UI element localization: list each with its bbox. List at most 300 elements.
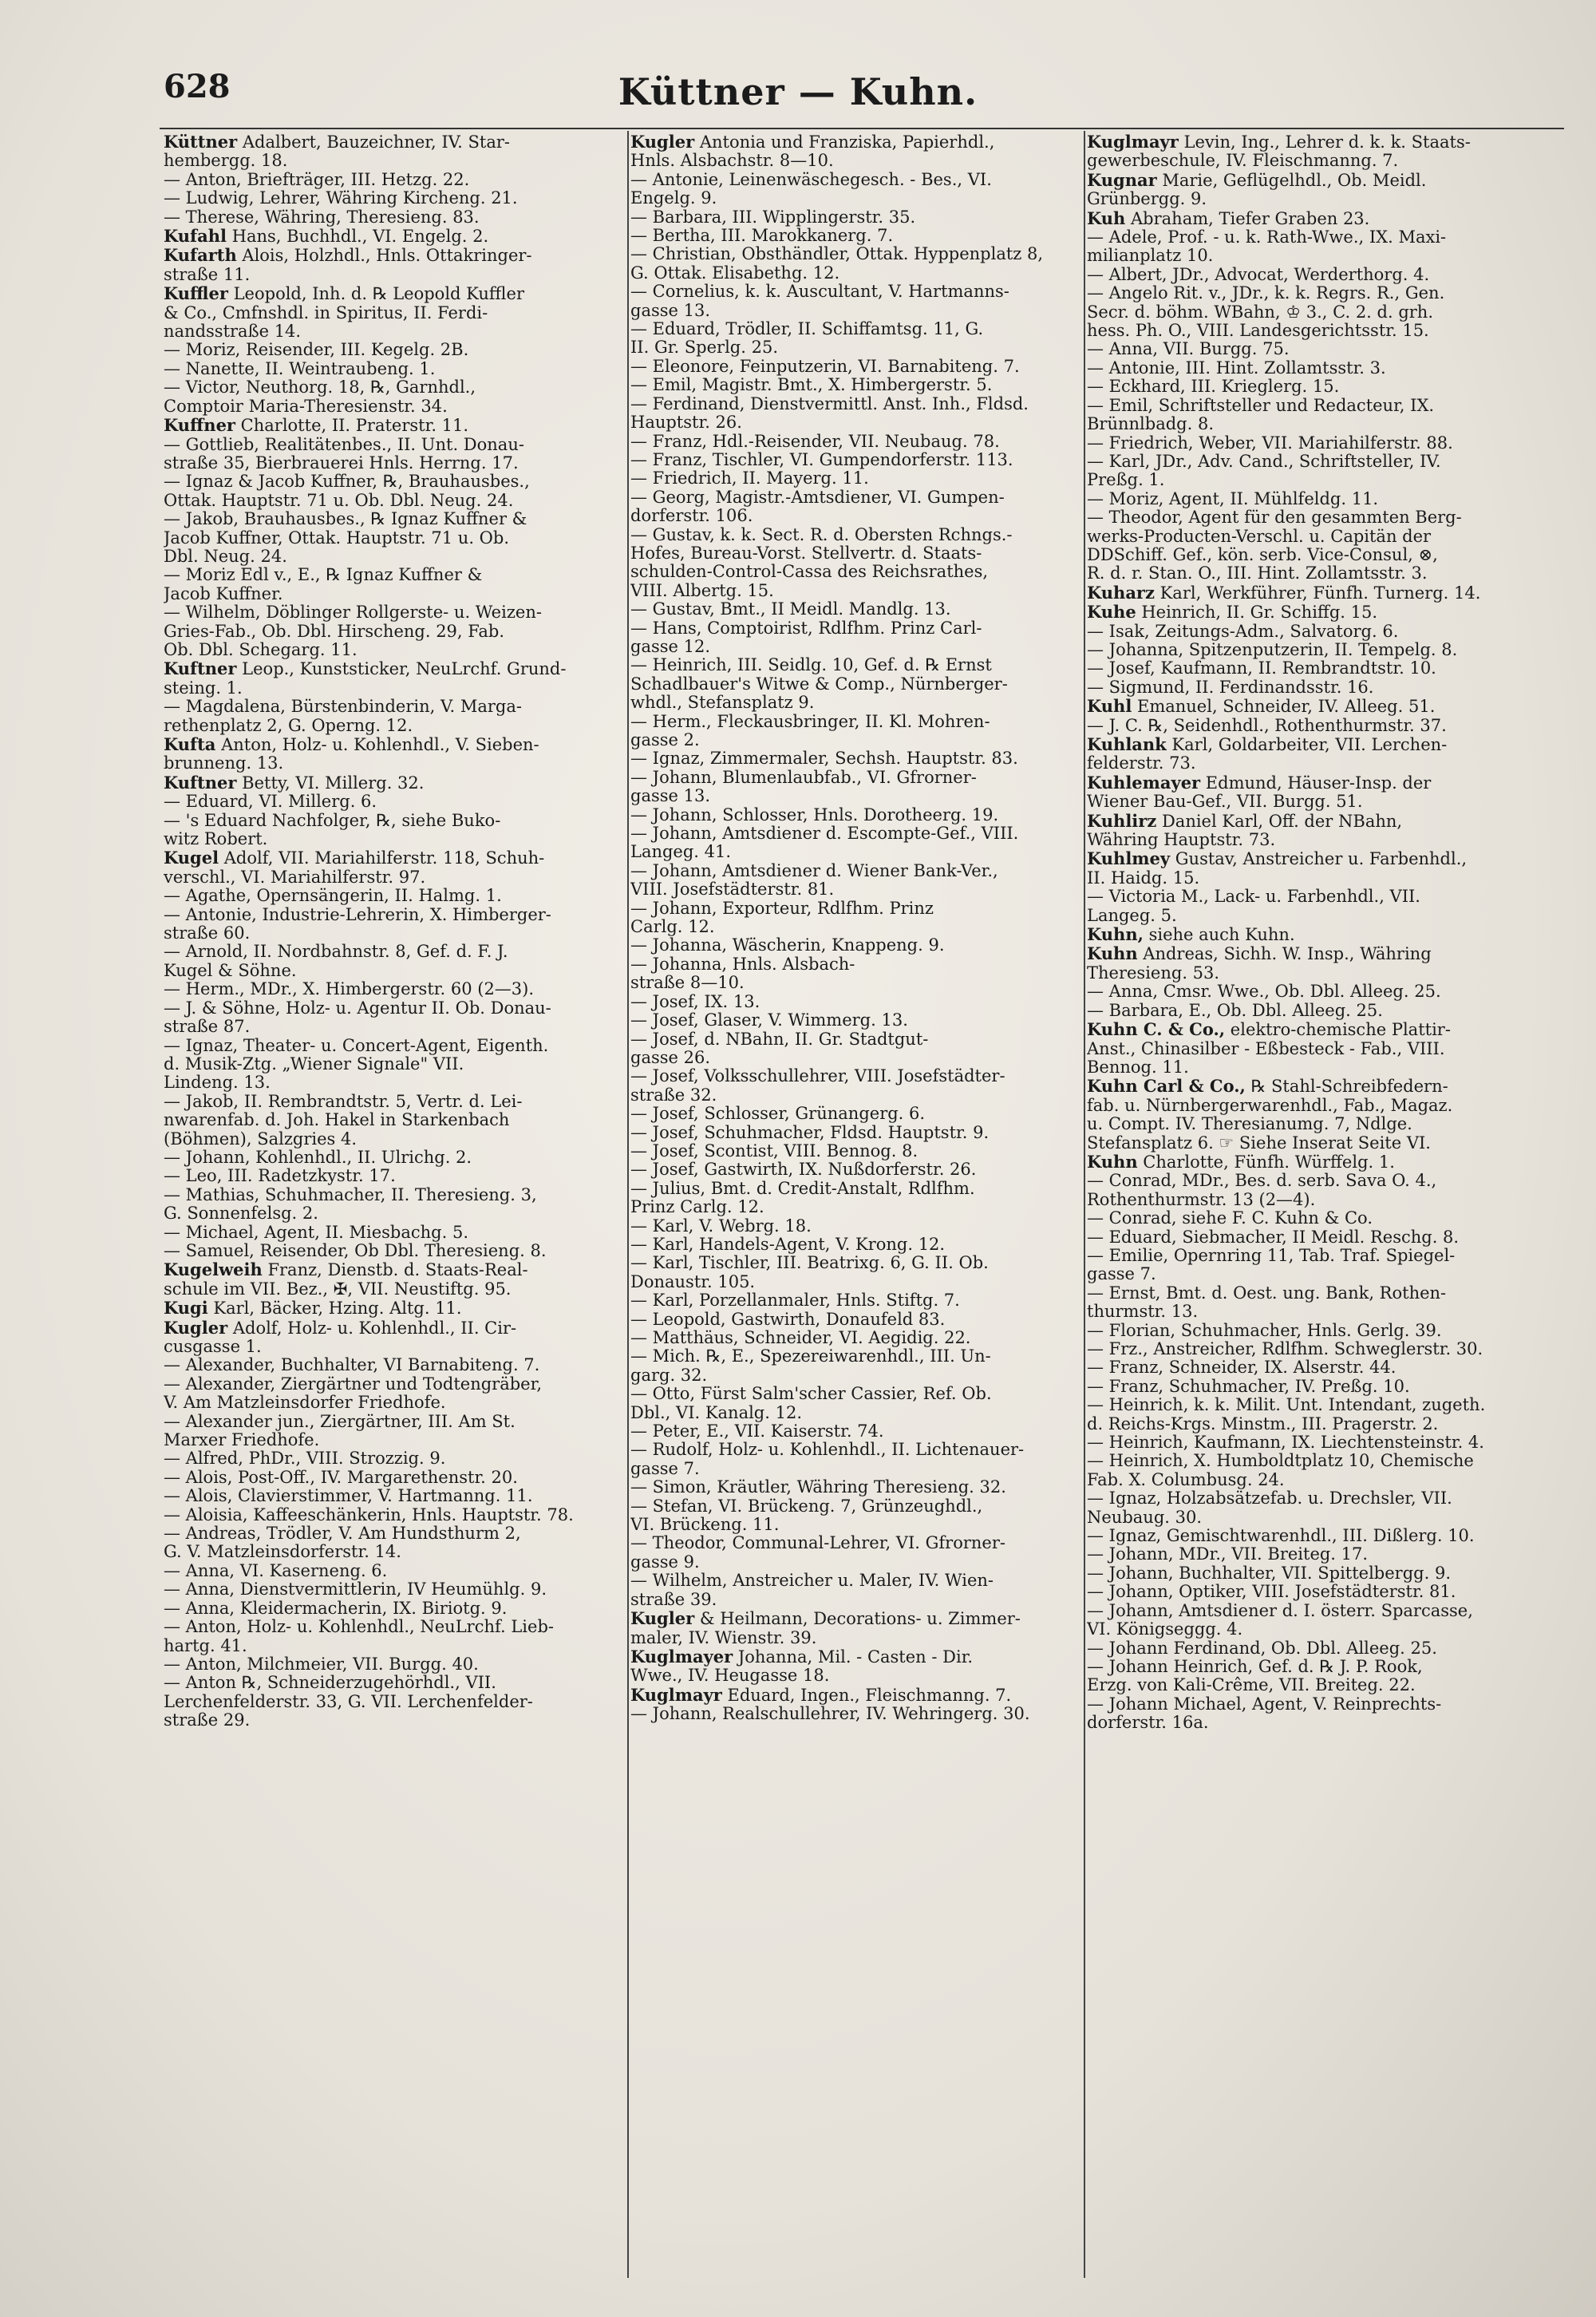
entry-text: Neubaug. 30.: [1087, 1508, 1203, 1527]
directory-line: [164, 585, 626, 603]
directory-line: [164, 848, 626, 868]
entry-text: d. Musik-Ztg. „Wiener Signale" VII.: [164, 1054, 464, 1073]
directory-line: [1087, 303, 1546, 322]
entry-text: — Gottlieb, Realitätenbes., II. Unt. Donau-: [164, 435, 524, 454]
directory-line: [1087, 907, 1546, 925]
entry-text: — Conrad, MDr., Bes. d. serb. Sava O. 4.,: [1087, 1172, 1437, 1191]
directory-line: [1087, 1639, 1546, 1658]
directory-line: [630, 227, 1085, 245]
directory-line: [630, 769, 1085, 787]
entry-text: Wiener Bau-Gef., VII. Burgg. 51.: [1087, 793, 1363, 812]
entry-text: Ob. Dbl. Schegarg. 11.: [164, 640, 358, 659]
directory-line: [164, 1037, 626, 1055]
entry-surname: Kuhn: [1087, 1152, 1138, 1172]
entry-text: — Eduard, Siebmacher, II Meidl. Reschg. 8.: [1087, 1228, 1460, 1247]
directory-line: [1087, 266, 1546, 284]
entry-text: — Wilhelm, Anstreicher u. Maler, IV. Wien-: [630, 1572, 994, 1591]
entry-text: II. Gr. Sperlg. 25.: [630, 338, 779, 358]
directory-line: [630, 713, 1085, 731]
entry-text: — Anna, VII. Burgg. 75.: [1087, 340, 1290, 359]
directory-line: [1087, 1620, 1546, 1639]
entry-text: Grünbergg. 9.: [1087, 190, 1207, 209]
directory-line: [1087, 831, 1546, 849]
directory-line: [164, 1469, 626, 1487]
directory-line: [1087, 717, 1546, 735]
entry-text: — Heinrich, Kaufmann, IX. Liechtensteinstr. 4.: [1087, 1433, 1484, 1453]
entry-text: — Peter, E., VII. Kaiserstr. 74.: [630, 1422, 884, 1441]
entry-text: gasse 7.: [630, 1459, 700, 1478]
directory-line: [164, 1130, 626, 1149]
entry-text: — Franz, Hdl.-Reisender, VII. Neubaug. 78.: [630, 432, 1000, 451]
entry-text: — Franz, Schneider, IX. Alserstr. 44.: [1087, 1358, 1396, 1378]
directory-line: [630, 731, 1085, 749]
entry-text: straße 32.: [630, 1085, 717, 1105]
entry-surname: Küttner: [164, 132, 238, 152]
directory-line: [630, 245, 1085, 263]
entry-text: Langeg. 41.: [630, 843, 732, 862]
directory-line: [630, 132, 1085, 152]
entry-text: — Moriz, Agent, II. Mühlfeldg. 11.: [1087, 489, 1379, 508]
directory-line: [164, 341, 626, 359]
entry-text: Marie, Geflügelhdl., Ob. Meidl.: [1156, 170, 1427, 190]
entry-surname: Kuhlank: [1087, 735, 1167, 754]
directory-line: [164, 603, 626, 622]
entry-surname: Kuhlemayer: [1087, 773, 1201, 793]
directory-line: [164, 1375, 626, 1394]
directory-line: [630, 1404, 1085, 1422]
entry-text: straße 39.: [630, 1590, 717, 1609]
directory-line: [630, 1591, 1085, 1609]
entry-text: — Rudolf, Holz- u. Kohlenhdl., II. Lichtenauer-: [630, 1441, 1025, 1460]
entry-text: verschl., VI. Mariahilferstr. 97.: [164, 868, 426, 887]
directory-line: [164, 492, 626, 510]
directory-line: [164, 1524, 626, 1543]
directory-line: [630, 1667, 1085, 1685]
entry-text: Leopold, Inh. d. ℞ Leopold Kuffler: [227, 284, 525, 304]
entry-text: & Co., Cmfnshdl. in Spiritus, II. Ferdi-: [164, 303, 488, 322]
entry-text: gasse 7.: [1087, 1265, 1156, 1284]
entry-text: — Heinrich, X. Humboldtplatz 10, Chemische: [1087, 1452, 1474, 1471]
directory-line: [1087, 1153, 1546, 1172]
directory-line: [630, 1497, 1085, 1516]
entry-text: — Leopold, Gastwirth, Donaufeld 83.: [630, 1310, 946, 1329]
entry-text: felderstr. 73.: [1087, 754, 1196, 773]
directory-line: [164, 454, 626, 472]
directory-line: [164, 171, 626, 189]
entry-text: — Alois, Clavierstimmer, V. Hartmanng. 11.: [164, 1487, 533, 1506]
entry-text: — Anna, Dienstvermittlerin, IV Heumühlg. 9.: [164, 1580, 547, 1599]
entry-text: maler, IV. Wienstr. 39.: [630, 1628, 817, 1647]
entry-text: — Simon, Kräutler, Währing Theresieng. 32.: [630, 1478, 1006, 1497]
directory-line: [630, 1236, 1085, 1254]
directory-line: [630, 1273, 1085, 1291]
entry-text: Fab. X. Columbusg. 24.: [1087, 1470, 1285, 1489]
directory-column-3: [1087, 132, 1546, 2295]
directory-line: [1087, 190, 1546, 208]
directory-line: [630, 544, 1085, 563]
directory-line: [164, 1674, 626, 1692]
entry-text: Adolf, VII. Mariahilferstr. 118, Schuh-: [219, 848, 545, 868]
entry-text: — Wilhelm, Döblinger Rollgerste- u. Weizen-: [164, 603, 542, 623]
directory-line: [1087, 1714, 1546, 1732]
directory-column-1: [164, 132, 626, 2295]
entry-text: straße 60.: [164, 924, 251, 943]
directory-line: [164, 1394, 626, 1412]
directory-line: [164, 1186, 626, 1204]
entry-text: hembergg. 18.: [164, 152, 288, 171]
directory-line: [164, 152, 626, 170]
entry-text: — Johann Ferdinand, Ob. Dbl. Alleeg. 25.: [1087, 1639, 1437, 1658]
directory-line: [1087, 888, 1546, 906]
page-number: 628: [164, 68, 231, 105]
directory-line: [164, 906, 626, 924]
directory-line: [164, 1580, 626, 1599]
directory-line: [1087, 1303, 1546, 1321]
directory-line: [1087, 415, 1546, 433]
entry-surname: Kuhlmey: [1087, 849, 1171, 869]
directory-line: [630, 302, 1085, 320]
directory-line: [164, 1487, 626, 1505]
directory-line: [1087, 1115, 1546, 1133]
directory-line: [164, 679, 626, 698]
entry-text: Charlotte, II. Praterstr. 11.: [235, 416, 469, 436]
directory-line: [1087, 1134, 1546, 1153]
directory-line: [1087, 1433, 1546, 1452]
directory-line: [1087, 1545, 1546, 1564]
directory-line: [1087, 1247, 1546, 1265]
entry-text: VI. Brückeng. 11.: [630, 1516, 780, 1535]
directory-line: [164, 830, 626, 848]
directory-line: [164, 1562, 626, 1580]
directory-line: [630, 1534, 1085, 1552]
directory-line: [1087, 228, 1546, 247]
directory-line: [630, 1124, 1085, 1142]
directory-line: [164, 999, 626, 1018]
directory-line: [630, 1478, 1085, 1497]
directory-line: [630, 619, 1085, 638]
entry-text: — Anna, VI. Kaserneng. 6.: [164, 1561, 388, 1580]
entry-surname: Kuglmayer: [630, 1647, 733, 1667]
entry-text: — Theodor, Agent für den gesammten Berg-: [1087, 508, 1462, 528]
entry-text: Marxer Friedhofe.: [164, 1431, 320, 1450]
entry-text: — Josef, Volksschullehrer, VIII. Josefstädter-: [630, 1067, 1005, 1086]
entry-text: — Josef, Scontist, VIII. Bennog. 8.: [630, 1141, 918, 1160]
directory-line: [1087, 1508, 1546, 1527]
entry-text: Lindeng. 13.: [164, 1073, 271, 1093]
entry-text: — Karl, Porzellanmaler, Hnls. Stiftg. 7.: [630, 1291, 960, 1311]
directory-line: [630, 526, 1085, 544]
directory-line: [630, 1311, 1085, 1329]
directory-line: [630, 843, 1085, 861]
directory-line: [1087, 378, 1546, 396]
entry-text: — Johann Heinrich, Gef. d. ℞ J. P. Rook,: [1087, 1657, 1423, 1676]
entry-text: — Mich. ℞, E., Spezereiwarenhdl., III. Un-: [630, 1347, 991, 1366]
entry-text: Jacob Kuffner.: [164, 584, 283, 603]
entry-text: — Bertha, III. Marokkanerg. 7.: [630, 227, 894, 246]
entry-text: — Therese, Währing, Theresieng. 83.: [164, 208, 480, 227]
entry-text: — Nanette, II. Weintraubeng. 1.: [164, 359, 436, 378]
entry-text: — Johann, MDr., VII. Breiteg. 17.: [1087, 1545, 1369, 1564]
entry-text: — Josef, Schuhmacher, Fldsd. Hauptstr. 9.: [630, 1123, 990, 1142]
entry-text: Schadlbauer's Witwe & Comp., Nürnberger-: [630, 674, 1008, 694]
directory-line: [164, 1055, 626, 1073]
directory-line: [164, 246, 626, 265]
directory-line: [1087, 1265, 1546, 1283]
directory-line: [1087, 546, 1546, 564]
directory-line: [630, 395, 1085, 413]
entry-text: — Johann, Amtsdiener d. Escompte-Gef., VIII.: [630, 824, 1019, 844]
entry-surname: Kuftner: [164, 659, 237, 679]
directory-line: [1087, 1340, 1546, 1358]
entry-text: VI. Königseggg. 4.: [1087, 1620, 1243, 1639]
directory-line: [164, 1167, 626, 1185]
entry-text: straße 11.: [164, 265, 251, 284]
directory-line: [164, 1260, 626, 1279]
directory-line: [630, 1441, 1085, 1459]
directory-line: [164, 1319, 626, 1338]
entry-text: Donaustr. 105.: [630, 1272, 756, 1291]
entry-surname: Kuhn,: [1087, 925, 1144, 945]
directory-column-2: [630, 132, 1085, 2295]
entry-text: whdl., Stefansplatz 9.: [630, 694, 815, 713]
entry-text: — Johann, Exporteur, Rdlfhm. Prinz: [630, 899, 934, 918]
entry-surname: Kuhe: [1087, 603, 1136, 623]
directory-line: [630, 1011, 1085, 1030]
entry-text: — Heinrich, III. Seidlg. 10, Gef. d. ℞ Ernst: [630, 656, 992, 675]
entry-text: — Sigmund, II. Ferdinandsstr. 16.: [1087, 678, 1374, 697]
directory-line: [1087, 983, 1546, 1001]
entry-text: — Magdalena, Bürstenbinderin, V. Marga-: [164, 698, 522, 717]
directory-line: [1087, 1058, 1546, 1077]
entry-text: u. Compt. IV. Theresianumg. 7, Ndlge.: [1087, 1115, 1412, 1134]
entry-text: Levin, Ing., Lehrer d. k. k. Staats-: [1178, 132, 1471, 152]
entry-text: — Gustav, Bmt., II Meidl. Mandlg. 13.: [630, 600, 951, 619]
entry-text: — Moriz, Reisender, III. Kegelg. 2B.: [164, 341, 469, 360]
entry-text: Theresieng. 53.: [1087, 963, 1220, 983]
directory-line: [164, 1637, 626, 1655]
directory-line: [630, 338, 1085, 357]
entry-text: — Matthäus, Schneider, VI. Aegidig. 22.: [630, 1329, 971, 1347]
directory-line: [164, 1431, 626, 1449]
directory-line: [164, 397, 626, 416]
entry-text: — Ferdinand, Dienstvermittl. Anst. Inh., Fldsd.: [630, 394, 1029, 413]
entry-text: — Franz, Schuhmacher, IV. Preßg. 10.: [1087, 1377, 1410, 1396]
directory-line: [1087, 1077, 1546, 1096]
directory-line: [1087, 284, 1546, 302]
entry-text: — Josef, d. NBahn, II. Gr. Stadtgut-: [630, 1030, 929, 1049]
entry-text: gewerbeschule, IV. Fleischmanng. 7.: [1087, 152, 1399, 171]
entry-text: — Jakob, II. Rembrandtstr. 5, Vertr. d. Lei-: [164, 1092, 523, 1111]
directory-line: [164, 1506, 626, 1524]
directory-line: [164, 1356, 626, 1374]
entry-text: thurmstr. 13.: [1087, 1303, 1199, 1322]
entry-text: Anton, Holz- u. Kohlenhdl., V. Sieben-: [215, 735, 539, 754]
entry-text: Kugel & Söhne.: [164, 961, 297, 980]
directory-line: [630, 993, 1085, 1011]
entry-text: Dbl. Neug. 24.: [164, 547, 287, 566]
entry-text: V. Am Matzleinsdorfer Friedhofe.: [164, 1394, 446, 1413]
entry-text: — Johann, Amtsdiener d. I. österr. Sparcasse,: [1087, 1601, 1473, 1620]
directory-line: [164, 472, 626, 491]
directory-line: [1087, 773, 1546, 793]
directory-line: [630, 918, 1085, 936]
entry-text: dorferstr. 16a.: [1087, 1714, 1209, 1733]
directory-line: [1087, 508, 1546, 527]
entry-text: Hofes, Bureau-Vorst. Stellvertr. d. Staats-: [630, 544, 982, 563]
entry-text: Hans, Buchhdl., VI. Engelg. 2.: [226, 227, 489, 247]
directory-line: [1087, 583, 1546, 603]
directory-line: [630, 563, 1085, 581]
entry-text: — Alexander, Buchhalter, VI Barnabiteng. 7.: [164, 1356, 540, 1375]
entry-text: Bennog. 11.: [1087, 1058, 1189, 1077]
entry-text: — Ignaz & Jacob Kuffner, ℞, Brauhausbes.,: [164, 472, 530, 492]
directory-line: [1087, 623, 1546, 641]
entry-text: Secr. d. böhm. WBahn, ♔ 3., C. 2. d. grh.: [1087, 302, 1434, 322]
running-head: Küttner — Kuhn.: [618, 70, 978, 113]
entry-text: Wwe., IV. Heugasse 18.: [630, 1667, 830, 1686]
entry-text: — Gustav, k. k. Sect. R. d. Obersten Rchngs.-: [630, 525, 1013, 544]
entry-text: — Christian, Obsthändler, Ottak. Hyppenplatz 8,: [630, 245, 1044, 264]
directory-line: [1087, 812, 1546, 831]
entry-text: Betty, VI. Millerg. 32.: [236, 773, 425, 793]
entry-text: Alois, Holzhdl., Hnls. Ottakringer-: [236, 246, 532, 266]
directory-line: [630, 1705, 1085, 1723]
entry-text: Charlotte, Fünfh. Würffelg. 1.: [1137, 1152, 1395, 1172]
entry-surname: Kuhn C. & Co.,: [1087, 1020, 1226, 1040]
directory-line: [630, 283, 1085, 301]
entry-text: — Moriz Edl v., E., ℞ Ignaz Kuffner &: [164, 566, 483, 585]
entry-surname: Kuhlirz: [1087, 811, 1157, 831]
directory-line: [630, 1105, 1085, 1123]
entry-text: fab. u. Nürnbergerwarenhdl., Fab., Magaz.: [1087, 1096, 1453, 1115]
entry-text: — Johanna, Spitzenputzerin, II. Tempelg. 8.: [1087, 640, 1458, 659]
directory-line: [630, 1347, 1085, 1366]
entry-surname: Kuffner: [164, 416, 235, 436]
directory-line: [164, 304, 626, 322]
directory-line: [630, 806, 1085, 824]
entry-text: — Victor, Neuthorg. 18, ℞, Garnhdl.,: [164, 378, 476, 397]
directory-line: [164, 1280, 626, 1299]
entry-text: — Eleonore, Feinputzerin, VI. Barnabiteng. 7.: [630, 357, 1020, 376]
entry-text: Prinz Carlg. 12.: [630, 1198, 764, 1217]
directory-line: [164, 378, 626, 397]
entry-text: — J. C. ℞, Seidenhdl., Rothenthurmstr. 37.: [1087, 716, 1447, 735]
entry-surname: Kuglmayr: [630, 1685, 722, 1705]
entry-text: siehe auch Kuhn.: [1143, 925, 1295, 945]
directory-line: [1087, 1002, 1546, 1020]
directory-line: [1087, 1378, 1546, 1396]
entry-text: cusgasse 1.: [164, 1338, 262, 1356]
directory-line: [164, 793, 626, 811]
entry-surname: Kuhn: [1087, 944, 1138, 964]
entry-surname: Kugler: [630, 132, 695, 152]
directory-line: [630, 824, 1085, 843]
entry-text: Franz, Dienstb. d. Staats-Real-: [262, 1260, 528, 1280]
entry-text: witz Robert.: [164, 830, 268, 849]
directory-line: [1087, 247, 1546, 265]
entry-text: gasse 12.: [630, 637, 711, 656]
directory-line: [164, 717, 626, 735]
directory-line: [1087, 925, 1546, 944]
directory-line: [164, 1149, 626, 1167]
directory-line: [1087, 209, 1546, 228]
directory-line: [1087, 754, 1546, 773]
entry-text: Carlg. 12.: [630, 918, 715, 937]
directory-line: [630, 694, 1085, 712]
directory-line: [630, 1329, 1085, 1347]
entry-text: Antonia und Franziska, Papierhdl.,: [694, 132, 995, 152]
directory-line: [164, 1093, 626, 1111]
directory-line: [630, 1142, 1085, 1160]
directory-line: [164, 754, 626, 773]
directory-line: [1087, 132, 1546, 152]
directory-line: [630, 1086, 1085, 1105]
directory-line: [164, 735, 626, 754]
directory-line: [630, 1629, 1085, 1647]
entry-text: — Alfred, PhDr., VIII. Strozzig. 9.: [164, 1449, 446, 1469]
directory-line: [164, 623, 626, 641]
entry-text: — Johann, Optiker, VIII. Josefstädterstr. 81.: [1087, 1583, 1456, 1602]
entry-text: — Johanna, Wäscherin, Knappeng. 9.: [630, 936, 945, 955]
directory-line: [164, 1449, 626, 1468]
entry-text: — Alexander jun., Ziergärtner, III. Am St.: [164, 1412, 516, 1431]
entry-surname: Kugel: [164, 848, 219, 868]
directory-line: [1087, 1489, 1546, 1508]
header-rule: [160, 128, 1564, 129]
entry-text: hess. Ph. O., VIII. Landesgerichtsstr. 15.: [1087, 322, 1429, 341]
entry-text: straße 87.: [164, 1018, 251, 1037]
entry-text: straße 8—10.: [630, 974, 745, 993]
directory-line: [630, 1385, 1085, 1403]
directory-line: [1087, 1452, 1546, 1470]
directory-line: [164, 1413, 626, 1431]
directory-line: [164, 416, 626, 435]
directory-line: [630, 1553, 1085, 1572]
entry-text: Lerchenfelderstr. 33, G. VII. Lerchenfelder-: [164, 1692, 533, 1711]
entry-text: — Barbara, E., Ob. Dbl. Alleeg. 25.: [1087, 1001, 1383, 1020]
entry-text: — Julius, Bmt. d. Credit-Anstalt, Rdlfhm.: [630, 1179, 975, 1198]
entry-text: nwarenfab. d. Joh. Hakel in Starkenbach: [164, 1111, 510, 1130]
entry-text: II. Haidg. 15.: [1087, 868, 1200, 888]
entry-text: — Josef, Kaufmann, II. Rembrandtstr. 10.: [1087, 659, 1436, 678]
directory-line: [164, 322, 626, 341]
entry-text: — Karl, Handels-Agent, V. Krong. 12.: [630, 1235, 946, 1254]
entry-text: — Antonie, Leinenwäschegesch. - Bes., VI.: [630, 170, 992, 189]
entry-text: — Heinrich, k. k. Milit. Unt. Intendant, zugeth.: [1087, 1396, 1486, 1415]
entry-text: — Eduard, Trödler, II. Schiffamtsg. 11, G.: [630, 320, 984, 339]
directory-line: [1087, 322, 1546, 340]
entry-text: Adalbert, Bauzeichner, IV. Star-: [237, 132, 511, 152]
entry-text: — Herm., MDr., X. Himbergerstr. 60 (2—3).: [164, 980, 535, 999]
entry-text: — Johann, Realschullehrer, IV. Wehringerg. 30.: [630, 1705, 1030, 1724]
directory-line: [1087, 869, 1546, 888]
entry-text: — Mathias, Schuhmacher, II. Theresieng. 3,: [164, 1185, 537, 1204]
entry-surname: Kugnar: [1087, 170, 1157, 190]
entry-text: Gries-Fab., Ob. Dbl. Hirscheng. 29, Fab.: [164, 622, 505, 641]
entry-text: — Ignaz, Theater- u. Concert-Agent, Eigenth.: [164, 1036, 549, 1055]
entry-surname: Kuhl: [1087, 697, 1132, 717]
directory-line: [1087, 735, 1546, 754]
directory-line: [1087, 1020, 1546, 1039]
directory-line: [630, 358, 1085, 376]
column-divider: [627, 131, 629, 2278]
directory-line: [630, 469, 1085, 488]
entry-text: — Barbara, III. Wipplingerstr. 35.: [630, 208, 916, 227]
directory-line: [630, 1254, 1085, 1272]
entry-text: — Josef, Schlosser, Grünangerg. 6.: [630, 1105, 926, 1124]
entry-text: Eduard, Ingen., Fleischmanng. 7.: [721, 1685, 1012, 1705]
entry-text: — Johann, Blumenlaubfab., VI. Gfrorner-: [630, 768, 977, 787]
